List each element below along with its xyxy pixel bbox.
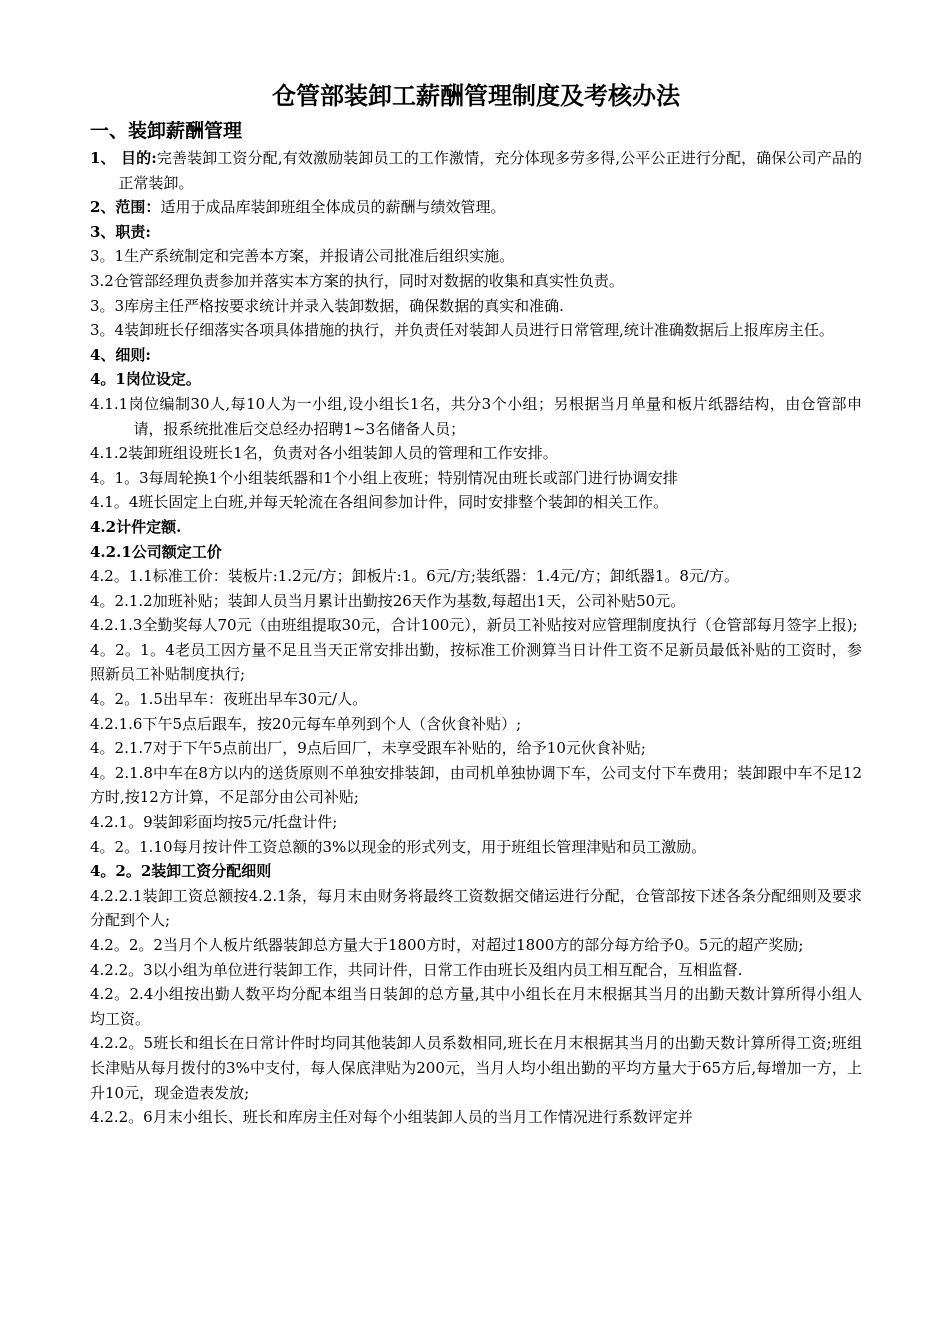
rule-4-2-1-5: 4。2。1.5出早车：夜班出早车30元/人。 <box>90 690 368 709</box>
rule-4-2-1-2: 4。2.1.2加班补贴；装卸人员当月累计出勤按26天作为基数,每超出1天，公司补贴50元。 <box>90 591 686 610</box>
rule-4-2-2-1: 4.2.2.1装卸工资总额按4.2.1条，每月末由财务将最终工资数据交储运进行分配，仓管部按下述各条分配细则及要求分配到个人; <box>90 886 862 930</box>
duty-3-2: 3.2仓管部经理负责参加并落实本方案的执行，同时对数据的收集和真实性负责。 <box>90 271 624 290</box>
heading-4-1: 4。1岗位设定。 <box>90 370 201 389</box>
rule-4-1-4: 4.1。4班长固定上白班,并每天轮流在各组间参加计件，同时安排整个装卸的相关工作。 <box>90 493 669 512</box>
rule-4-2-1-6: 4.2.1.6下午5点后跟车，按20元每车单列到个人（含伙食补贴）; <box>90 714 522 733</box>
document-page <box>90 78 862 1130</box>
scope-paragraph <box>90 195 862 220</box>
heading-4-2: 4.2计件定额. <box>90 517 182 536</box>
rule-4-2-2-4: 4.2。2.4小组按出勤人数平均分配本组当日装卸的总方量,其中小组长在月末根据其当月的出勤天数计算所得小组人均工资。 <box>90 985 862 1028</box>
purpose-text: 完善装卸工资分配,有效激励装卸员工的工作激情，充分体现多劳多得,公平公正进行分配，确保公司产品的正常装卸。 <box>118 149 862 192</box>
rule-4-2-1-3: 4.2.1.3全勤奖每人70元（由班组提取30元，合计100元），新员工补贴按对应管理制度执行（仓管部每月签字上报); <box>90 616 858 635</box>
purpose-paragraph <box>90 146 862 195</box>
scope-label: 2、范围： <box>90 198 161 217</box>
heading-4-2-1: 4.2.1公司额定工价 <box>90 542 222 561</box>
rule-4-1-2: 4.1.2装卸班组设班长1名，负责对各小组装卸人员的管理和工作安排。 <box>90 444 558 463</box>
rule-4-2-2-6: 4.2.2。6月末小组长、班长和库房主任对每个小组装卸人员的当月工作情况进行系数评定并 <box>90 1108 693 1127</box>
rule-4-1-3: 4。1。3每周轮换1个小组装纸器和1个小组上夜班；特别情况由班长或部门进行协调安排 <box>90 468 678 487</box>
rule-4-1-1: 4.1.1岗位编制30人,每10人为一小组,设小组长1名，共分3个小组；另根据当月单量和板片纸器结构，由仓管部申请，报系统批准后交总经办招聘1~3名储备人员； <box>90 394 862 438</box>
rule-4-2-2-5: 4.2.2。5班长和组长在日常计件时均同其他装卸人员系数相同,班长在月末根据其当月的出勤天数计算所得工资;班组长津贴从每月拨付的3%中支付，每人保底津贴为200元，当月人均小组出勤的平均方量大于65方后,每增加一方，上升10元，现金造表发放; <box>90 1034 862 1102</box>
document-title: 仓管部装卸工薪酬管理制度及考核办法 <box>272 82 680 110</box>
rule-4-2-2-3: 4.2.2。3以小组为单位进行装卸工作，共同计件，日常工作由班长及组内员工相互配合，互相监督. <box>90 960 743 979</box>
duty-3-1: 3。1生产系统制定和完善本方案，并报请公司批准后组织实施。 <box>90 247 515 266</box>
rule-4-2-1-10: 4。2。1.10每月按计件工资总额的3%以现金的形式列支，用于班组长管理津贴和员工激励。 <box>90 837 707 856</box>
duty-3-4: 3。4装卸班长仔细落实各项具体措施的执行，并负责任对装卸人员进行日常管理,统计准确数据后上报库房主任。 <box>90 321 834 340</box>
purpose-label: 1、 目的: <box>90 149 157 167</box>
section-heading: 一、装卸薪酬管理 <box>90 120 243 142</box>
rule-4-2-1-4: 4。2。1。4老员工因方量不足且当天正常安排出勤，按标准工价测算当日计件工资不足新员最低补贴的工资时，参照新员工补贴制度执行; <box>90 640 862 684</box>
rule-4-2-1-1: 4.2。1.1标准工价：装板片:1.2元/方；卸板片:1。6元/方;装纸器：1.4元/方；卸纸器1。8元/方。 <box>90 567 739 586</box>
duty-3-3: 3。3库房主任严格按要求统计并录入装卸数据，确保数据的真实和准确. <box>90 296 564 315</box>
rule-4-2-1-9: 4.2.1。9装卸彩面均按5元/托盘计件; <box>90 813 338 832</box>
rule-4-2-1-8: 4。2.1.8中车在8方以内的送货原则不单独安排装卸，由司机单独协调下车，公司支付下车费用；装卸跟中车不足12方时,按12方计算，不足部分由公司补贴; <box>90 763 862 807</box>
rule-4-2-2-2: 4.2。2。2当月个人板片纸器装卸总方量大于1800方时，对超过1800方的部分每方给予0。5元的超产奖励; <box>90 936 804 954</box>
duty-heading: 3、职责: <box>90 222 151 241</box>
scope-text: 适用于成品库装卸班组全体成员的薪酬与绩效管理。 <box>160 198 506 217</box>
heading-4-2-2: 4。2。2装卸工资分配细则 <box>90 862 272 881</box>
rules-heading: 4、细则: <box>90 345 151 364</box>
rule-4-2-1-7: 4。2.1.7对于下午5点前出厂，9点后回厂，未享受跟车补贴的，给予10元伙食补贴; <box>90 739 646 758</box>
